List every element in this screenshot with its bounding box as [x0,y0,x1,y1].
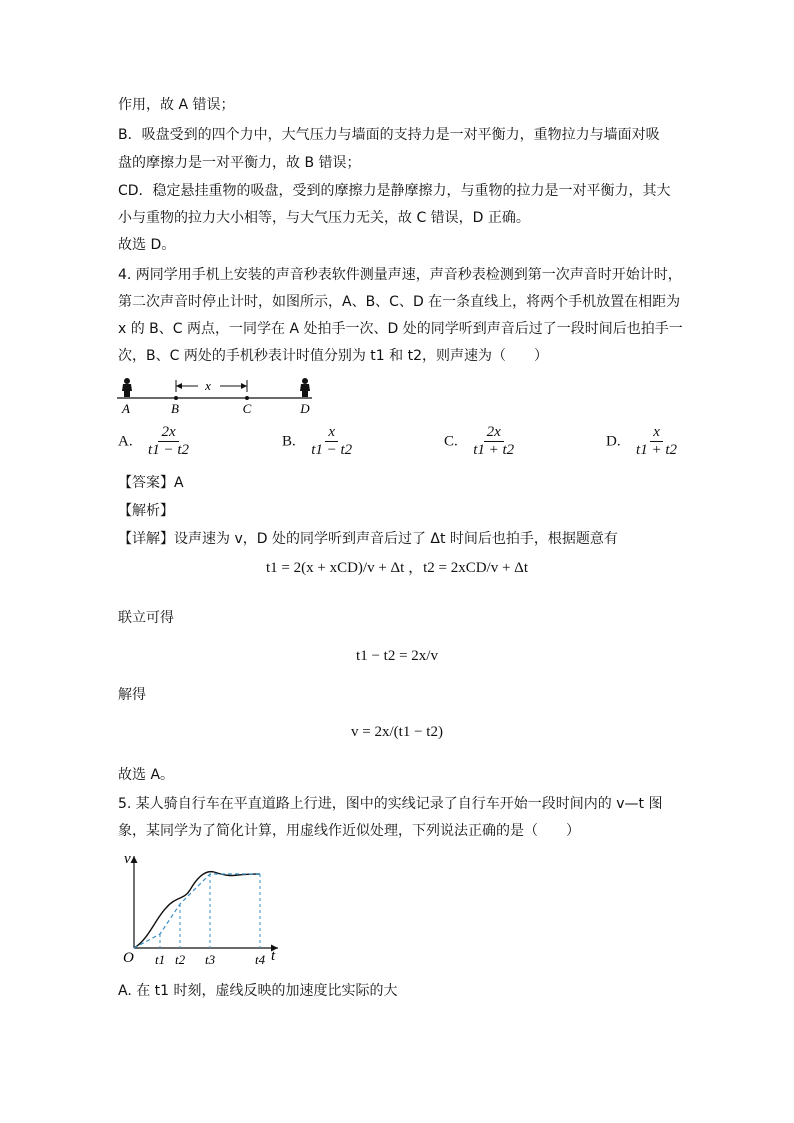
label-origin: O [123,950,134,966]
solve-label: 解得 [118,687,146,703]
approx-dashed-line [134,874,260,948]
option-b[interactable]: B. $\frac{x}{t1 - t2}$ [282,424,353,458]
label-b: B [171,401,179,416]
question-4-line: 第二次声音时停止计时，如图所示，A、B、C、D 在一条直线上，将两个手机放置在相距为 [118,294,681,310]
option-d[interactable]: D. $\frac{x}{t1 + t2}$ [606,424,678,458]
combine-label: 联立可得 [118,610,174,626]
question-4-line: 4. 两同学用手机上安装的声音秒表软件测量声速，声音秒表检测到第一次声音时开始计时， [118,267,682,283]
point-b [174,396,178,400]
text-line: 盘的摩擦力是一对平衡力，故 B 错误； [118,155,361,171]
text-line: 作用，故 A 错误； [118,97,235,113]
text-line: 小与重物的拉力大小相等，与大气压力无关，故 C 错误，D 正确。 [118,210,530,226]
label-t1: t1 [155,952,166,967]
line-figure [112,372,322,416]
vt-graph [118,848,288,970]
label-v: v [124,851,131,867]
text-line: B．吸盘受到的四个力中，大气压力与墙面的支持力是一对平衡力，重物拉力与墙面对吸 [118,127,660,143]
detail-line: 【详解】设声速为 v，D 处的同学听到声音后过了 Δt 时间后也拍手，根据题意有 [118,531,618,547]
label-t4: t4 [255,952,266,967]
question-5-option-a[interactable]: A. 在 t1 时刻，虚线反映的加速度比实际的大 [118,983,398,999]
equation-3: v = 2x/(t1 − t2) [351,724,443,740]
label-a: A [122,401,130,416]
person-d-icon [300,378,310,397]
text-line: CD．稳定悬挂重物的吸盘，受到的摩擦力是静摩擦力，与重物的拉力是一对平衡力，其大 [118,183,671,199]
question-5-line: 5. 某人骑自行车在平直道路上行进，图中的实线记录了自行车开始一段时间内的 v—t 图 [118,796,663,812]
label-t: t [271,948,276,964]
label-t2: t2 [175,952,186,967]
option-a[interactable]: A. $\frac{2x}{t1 - t2}$ [118,424,190,458]
text-line: 故选 D。 [118,237,176,253]
person-a-icon [122,378,132,397]
question-4-line: x 的 B、C 两点，一同学在 A 处拍手一次、D 处的同学听到声音后过了一段时间后也拍手一 [118,321,683,337]
label-x: x [205,378,211,393]
equation-1: t1 = 2(x + xCD)/v + Δt ，t2 = 2xCD/v + Δt [265,560,528,576]
label-t3: t3 [205,952,216,967]
analysis-label: 【解析】 [118,503,174,519]
point-c [245,396,249,400]
answer-label: 【答案】A [118,475,184,491]
choose-line: 故选 A。 [118,767,175,783]
label-d: D [300,401,310,416]
actual-curve [134,872,260,948]
option-c[interactable]: C. $\frac{2x}{t1 + t2}$ [444,424,515,458]
label-c: C [242,401,252,416]
equation-2: t1 − t2 = 2x/v [356,648,438,664]
question-5-line: 象，某同学为了简化计算，用虚线作近似处理，下列说法正确的是（ ） [118,823,580,839]
question-4-line: 次，B、C 两处的手机秒表计时值分别为 t1 和 t2，则声速为（ ） [118,348,548,364]
